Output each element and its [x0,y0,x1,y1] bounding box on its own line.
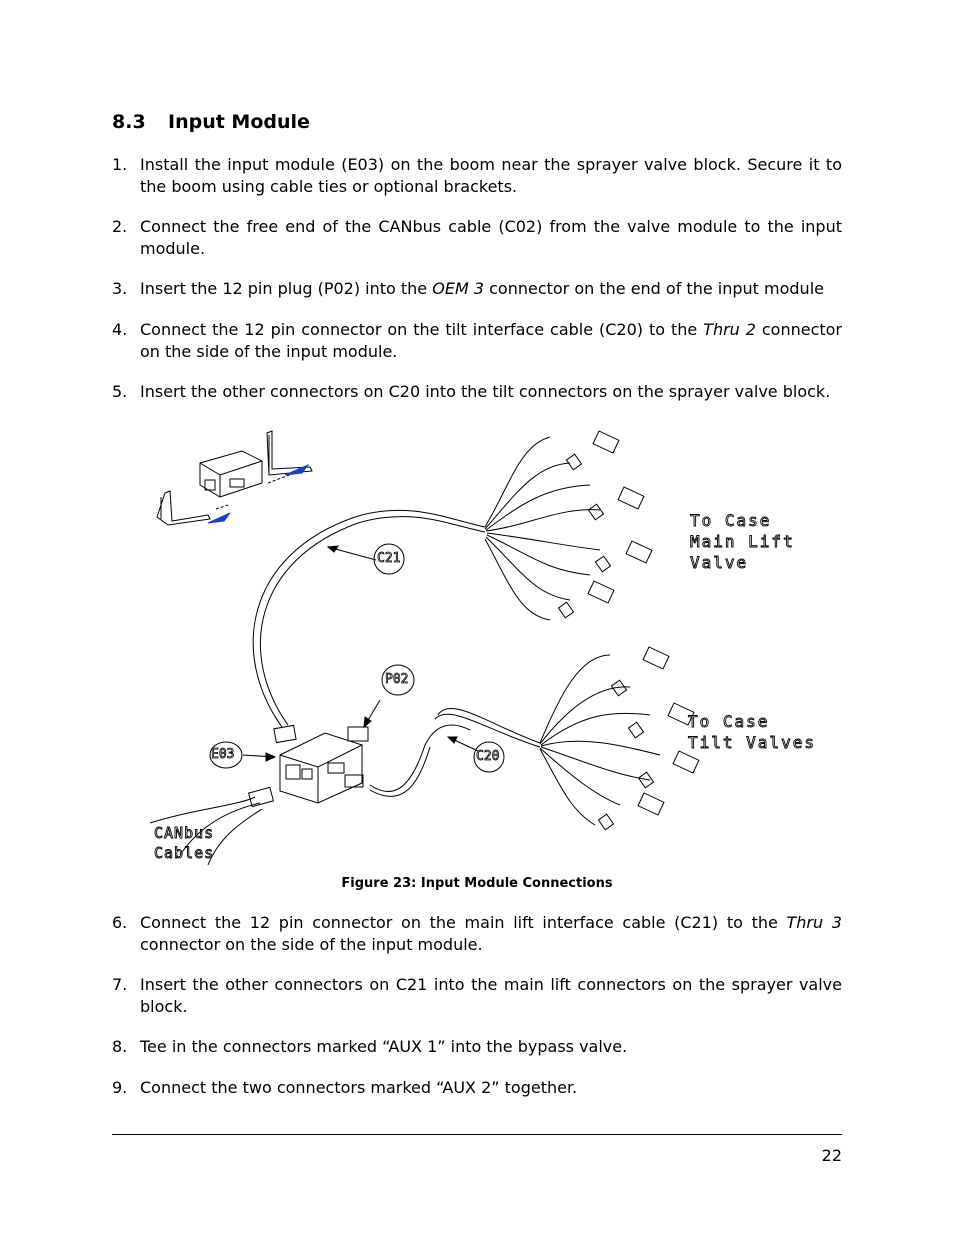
bracket-assembly-drawing [157,431,312,525]
step-text: Insert the 12 pin plug (P02) into the OEM 3 connector on the end of the input module [140,279,824,298]
step-number: 2. [112,217,128,236]
label-c21: C21 [377,551,401,566]
step-number: 6. [112,913,128,932]
step-text: Connect the 12 pin connector on the tilt interface cable (C20) to the Thru 2 connector on the side of the input module. [140,320,843,361]
input-module-diagram [150,425,820,870]
step-number: 8. [112,1037,128,1056]
step-7 [112,974,842,1018]
step-text: Connect the 12 pin connector on the main lift interface cable (C21) to the Thru 3 connector on the side of the input module. [140,913,842,954]
label-c20: C20 [476,749,500,764]
step-3 [112,278,842,300]
step-text: Insert the other connectors on C20 into the tilt connectors on the sprayer valve block. [140,382,831,401]
connector-name: Thru 2 [703,320,756,339]
tilt-harness [435,647,699,830]
label-p02: P02 [385,672,409,687]
section-heading [112,111,310,133]
figure-caption: Figure 23: Input Module Connections [341,876,613,891]
step-1 [112,154,842,198]
page-number: 22 [821,1146,842,1165]
section-number: 8.3 [112,111,146,133]
input-module-drawing [274,725,368,803]
step-4 [112,319,842,363]
step-number: 3. [112,279,128,298]
step-5 [112,381,842,403]
step-8 [112,1036,842,1058]
footer-rule [112,1134,842,1135]
step-2 [112,216,842,260]
label-e03: E03 [211,747,235,762]
connector-name: Thru 3 [786,913,842,932]
connector-name: OEM 3 [432,279,485,298]
step-number: 9. [112,1078,128,1097]
step-number: 1. [112,155,128,174]
step-number: 5. [112,382,128,401]
step-text: Tee in the connectors marked “AUX 1” into the bypass valve. [140,1037,628,1056]
label-tilt: To Case Tilt Valves [688,712,816,752]
step-number: 4. [112,320,128,339]
step-number: 7. [112,975,128,994]
section-title: Input Module [168,111,310,133]
label-canbus: CANbus Cables [154,824,215,862]
step-text: Install the input module (E03) on the boom near the sprayer valve block. Secure it to the boom using cable ties or optional brackets. [140,155,842,196]
step-text: Connect the free end of the CANbus cable (C02) from the valve module to the input module. [140,217,842,258]
step-9 [112,1077,842,1099]
step-6 [112,912,842,956]
main-lift-harness [485,431,652,620]
step-text: Connect the two connectors marked “AUX 2” together. [140,1078,578,1097]
step-text: Insert the other connectors on C21 into the main lift connectors on the sprayer valve block. [140,975,842,1016]
label-main-lift: To Case Main Lift Valve [690,511,795,572]
